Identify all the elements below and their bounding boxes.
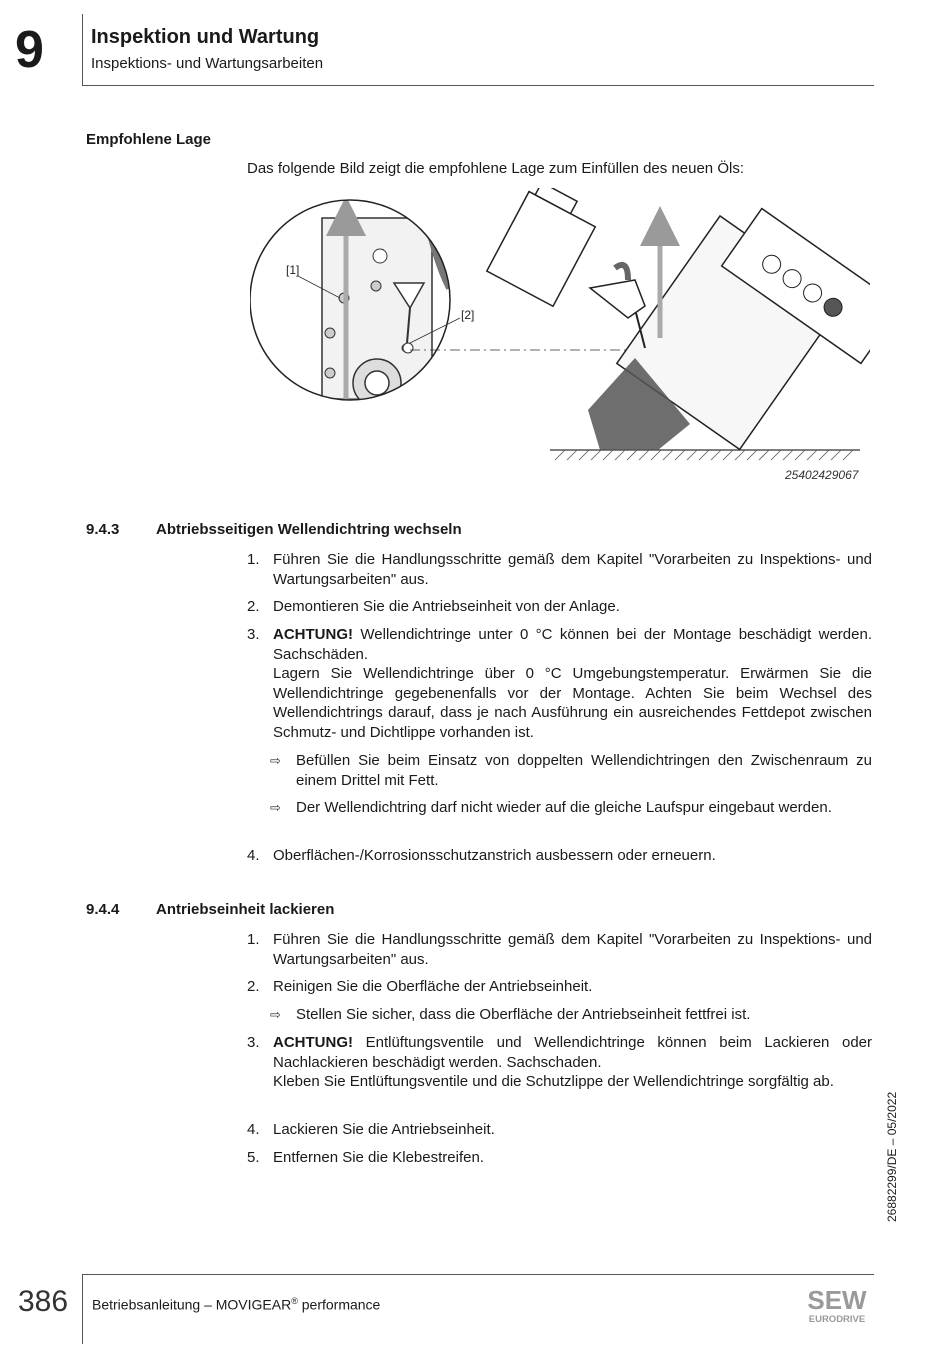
section-heading-recommended-position: Empfohlene Lage xyxy=(86,131,212,148)
list-item xyxy=(247,625,872,742)
sew-eurodrive-logo xyxy=(802,1285,872,1327)
list-item xyxy=(247,846,872,866)
logo-text-top: SEW xyxy=(807,1285,867,1315)
warning-text: Entlüftungsventile und Wellendichtringe können beim Lackieren oder Nachlackieren beschädigt werden. Sachschaden. xyxy=(273,1034,872,1071)
step-number: 2. xyxy=(247,598,260,615)
hollow-right-arrow-icon: ⇨ xyxy=(270,753,281,768)
substep-text: Der Wellendichtring darf nicht wieder auf die gleiche Laufspur eingebaut werden. xyxy=(296,799,832,816)
footer-title xyxy=(92,1296,380,1313)
step-text: Reinigen Sie die Oberfläche der Antriebseinheit. xyxy=(273,978,593,995)
list-item xyxy=(270,1005,872,1025)
step-text-continued: Kleben Sie Entlüftungsventile und die Schutzlippe der Wellendichtringe sorgfältig ab. xyxy=(273,1073,834,1090)
step-number: 3. xyxy=(247,626,260,643)
figure-id: 25402429067 xyxy=(785,468,859,482)
step-text: Lackieren Sie die Antriebseinheit. xyxy=(273,1121,495,1138)
step-number: 4. xyxy=(247,1121,260,1138)
step-number: 4. xyxy=(247,847,260,864)
list-item xyxy=(247,977,872,997)
registered-mark: ® xyxy=(291,1296,298,1306)
list-item xyxy=(247,930,872,969)
warning-label: ACHTUNG! xyxy=(273,1034,353,1051)
list-item xyxy=(247,550,872,589)
list-item xyxy=(247,1148,872,1168)
header-divider-vertical xyxy=(82,14,83,86)
funnel xyxy=(590,280,645,318)
warning-text: Wellendichtringe unter 0 °C können bei der Montage beschädigt werden. Sachschäden. xyxy=(273,626,872,663)
footer-doc-title: Betriebsanleitung – MOVIGEAR xyxy=(92,1296,292,1313)
list-item xyxy=(270,798,872,818)
step-text-continued: Lagern Sie Wellendichtringe über 0 °C Umgebungstemperatur. Erwärmen Sie die Wellendichtringe gegebenenfalls vor der Montage. Achten Sie beim Wechsel des Wellendichtrings darauf, dass je nach Ausführung ein ausreichendes Fettdepot zwischen Schmutz- und Dichtlippe vorhanden ist. xyxy=(273,665,872,741)
step-number: 5. xyxy=(247,1149,260,1166)
oil-can xyxy=(487,188,602,306)
step-number: 1. xyxy=(247,551,260,568)
list-item xyxy=(270,751,872,790)
step-number: 3. xyxy=(247,1034,260,1051)
detail-view xyxy=(250,188,470,428)
document-id-text: 26882299/DE – 05/2022 xyxy=(885,1091,899,1222)
page-number: 386 xyxy=(18,1285,69,1318)
step-text xyxy=(273,1033,872,1072)
section-title-944: Antriebseinheit lackieren xyxy=(156,901,335,918)
hollow-right-arrow-icon: ⇨ xyxy=(270,800,281,815)
section-number-944: 9.4.4 xyxy=(86,901,120,918)
logo-text-bottom: EURODRIVE xyxy=(808,1314,866,1325)
footer-divider-horizontal xyxy=(82,1274,874,1275)
section-title-943: Abtriebsseitigen Wellendichtring wechseln xyxy=(156,521,462,538)
warning-label: ACHTUNG! xyxy=(273,626,353,643)
footer-doc-suffix: performance xyxy=(297,1296,381,1313)
section-number-943: 9.4.3 xyxy=(86,521,120,538)
list-item xyxy=(247,597,872,617)
intro-text: Das folgende Bild zeigt die empfohlene Lage zum Einfüllen des neuen Öls: xyxy=(247,160,744,177)
step-text: Demontieren Sie die Antriebseinheit von der Anlage. xyxy=(273,598,620,615)
step-number: 1. xyxy=(247,931,260,948)
step-text: Führen Sie die Handlungsschritte gemäß dem Kapitel "Vorarbeiten zu Inspektions- und Wartungsarbeiten" aus. xyxy=(273,931,872,968)
chapter-number: 9 xyxy=(15,21,44,79)
step-text: Entfernen Sie die Klebestreifen. xyxy=(273,1149,484,1166)
list-item xyxy=(247,1033,872,1092)
chapter-title: Inspektion und Wartung xyxy=(91,26,320,48)
hollow-right-arrow-icon: ⇨ xyxy=(270,1007,281,1022)
ground-hatch xyxy=(555,450,853,460)
step-text: Führen Sie die Handlungsschritte gemäß dem Kapitel "Vorarbeiten zu Inspektions- und Wartungsarbeiten" aus. xyxy=(273,551,872,588)
footer-divider-vertical xyxy=(82,1274,83,1344)
callout-label-2: [2] xyxy=(461,308,475,322)
callout-label-1: [1] xyxy=(286,263,300,277)
header-divider-horizontal xyxy=(82,85,874,86)
chapter-subtitle: Inspektions- und Wartungsarbeiten xyxy=(91,55,324,72)
oil-filling-figure xyxy=(250,188,870,468)
substep-text: Befüllen Sie beim Einsatz von doppelten Wellendichtringen den Zwischenraum zu einem Drittel mit Fett. xyxy=(296,752,872,789)
step-text xyxy=(273,625,872,664)
step-text: Oberflächen-/Korrosionsschutzanstrich ausbessern oder erneuern. xyxy=(273,847,716,864)
substep-text: Stellen Sie sicher, dass die Oberfläche der Antriebseinheit fettfrei ist. xyxy=(296,1006,751,1023)
step-number: 2. xyxy=(247,978,260,995)
list-item xyxy=(247,1120,872,1140)
